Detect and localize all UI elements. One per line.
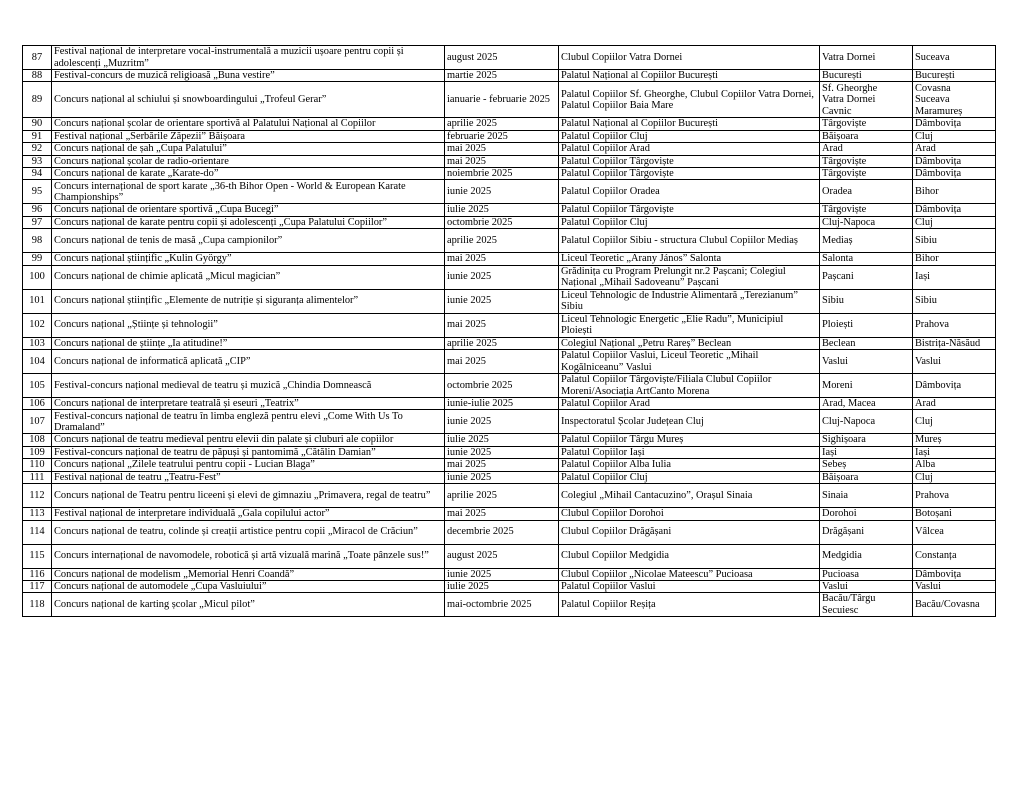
table-row: [23, 204, 996, 216]
organizer: Clubul Copiilor „Nicolae Mateescu” Pucioasa: [559, 568, 820, 580]
location-city: Salonta: [820, 253, 913, 265]
competition-period: aprilie 2025: [445, 229, 559, 253]
location-city: Cluj-Napoca: [820, 410, 913, 434]
location-county: Prahova: [913, 484, 996, 508]
location-county: Dâmbovița: [913, 568, 996, 580]
organizer: Clubul Copiilor Dorohoi: [559, 508, 820, 520]
location-city: Sighișoara: [820, 434, 913, 446]
competition-name: Concurs național de informatică aplicată „CIP”: [52, 350, 445, 374]
competition-period: martie 2025: [445, 70, 559, 82]
organizer: Palatul Copiilor Arad: [559, 398, 820, 410]
competition-period: mai 2025: [445, 508, 559, 520]
table-row: [23, 253, 996, 265]
table-row: [23, 544, 996, 568]
location-city: Sinaia: [820, 484, 913, 508]
row-number: 116: [23, 568, 52, 580]
row-number: 114: [23, 520, 52, 544]
competition-period: mai 2025: [445, 459, 559, 471]
location-city: Pașcani: [820, 265, 913, 289]
row-number: 103: [23, 337, 52, 349]
competition-name: Concurs național științific „Kulin György”: [52, 253, 445, 265]
row-number: 95: [23, 180, 52, 204]
location-city: Iași: [820, 446, 913, 458]
organizer: Palatul Copiilor Târgoviște: [559, 204, 820, 216]
location-city: Beclean: [820, 337, 913, 349]
location-county: Cluj: [913, 410, 996, 434]
location-county: Dâmbovița: [913, 168, 996, 180]
table-row: [23, 593, 996, 617]
organizer: Palatul Copiilor Cluj: [559, 471, 820, 483]
location-county: Cluj: [913, 471, 996, 483]
location-county: Bihor: [913, 180, 996, 204]
competition-name: Concurs național de tenis de masă „Cupa campionilor”: [52, 229, 445, 253]
organizer: Palatul Copiilor Vaslui: [559, 580, 820, 592]
location-county: Prahova: [913, 313, 996, 337]
organizer: Palatul Național al Copiilor București: [559, 118, 820, 130]
location-county: Alba: [913, 459, 996, 471]
location-city: Cluj-Napoca: [820, 216, 913, 228]
location-county: Dâmbovița: [913, 374, 996, 398]
table-row: [23, 313, 996, 337]
row-number: 90: [23, 118, 52, 130]
organizer: Palatul Copiilor Cluj: [559, 216, 820, 228]
table-row: [23, 46, 996, 70]
table-row: [23, 434, 996, 446]
competition-period: mai 2025: [445, 143, 559, 155]
location-county: Constanța: [913, 544, 996, 568]
competition-name: Concurs național de teatru medieval pentru elevii din palate și cluburi ale copiilor: [52, 434, 445, 446]
location-city: Târgoviște: [820, 155, 913, 167]
organizer: Inspectoratul Școlar Județean Cluj: [559, 410, 820, 434]
organizer: Colegiul „Mihail Cantacuzino”, Orașul Sinaia: [559, 484, 820, 508]
location-county: Cluj: [913, 130, 996, 142]
organizer: Palatul Copiilor Târgoviște: [559, 155, 820, 167]
row-number: 112: [23, 484, 52, 508]
competition-name: Concurs național de chimie aplicată „Micul magician”: [52, 265, 445, 289]
table-row: [23, 143, 996, 155]
location-county: Bistrița-Năsăud: [913, 337, 996, 349]
competition-name: Concurs național de karate „Karate-do”: [52, 168, 445, 180]
competition-name: Concurs național de interpretare teatrală și eseuri „Teatrix”: [52, 398, 445, 410]
organizer: Palatul Copiilor Sf. Gheorghe, Clubul Copiilor Vatra Dornei, Palatul Copiilor Baia Mare: [559, 82, 820, 118]
row-number: 105: [23, 374, 52, 398]
competition-period: iunie 2025: [445, 289, 559, 313]
table-row: [23, 155, 996, 167]
table-row: [23, 446, 996, 458]
row-number: 117: [23, 580, 52, 592]
competition-name: Concurs național de modelism „Memorial Henri Coandă”: [52, 568, 445, 580]
row-number: 99: [23, 253, 52, 265]
location-city: Mediaș: [820, 229, 913, 253]
competition-name: Concurs internațional de sport karate „36-th Bihor Open - World & European Karate Championships”: [52, 180, 445, 204]
row-number: 102: [23, 313, 52, 337]
competition-name: Festival național de interpretare vocal-instrumentală a muzicii ușoare pentru copii și adolescenți „Muzritm”: [52, 46, 445, 70]
table-row: [23, 168, 996, 180]
location-city: Vatra Dornei: [820, 46, 913, 70]
location-county: Suceava: [913, 46, 996, 70]
location-county: Arad: [913, 398, 996, 410]
row-number: 97: [23, 216, 52, 228]
row-number: 100: [23, 265, 52, 289]
location-city: Târgoviște: [820, 118, 913, 130]
row-number: 104: [23, 350, 52, 374]
table-row: [23, 180, 996, 204]
row-number: 92: [23, 143, 52, 155]
location-city: Sibiu: [820, 289, 913, 313]
competition-period: mai-octombrie 2025: [445, 593, 559, 617]
competition-period: iunie 2025: [445, 265, 559, 289]
table-row: [23, 484, 996, 508]
table-row: [23, 70, 996, 82]
row-number: 118: [23, 593, 52, 617]
organizer: Liceul Teoretic „Arany János” Salonta: [559, 253, 820, 265]
location-county: Mureș: [913, 434, 996, 446]
competition-name: Concurs național de orientare sportivă „Cupa Bucegi”: [52, 204, 445, 216]
competition-name: Concurs internațional de navomodele, robotică și artă vizuală marină „Toate pânzele sus!”: [52, 544, 445, 568]
table-row: [23, 471, 996, 483]
table-row: [23, 508, 996, 520]
organizer: Palatul Copiilor Târgoviște: [559, 168, 820, 180]
table-row: [23, 568, 996, 580]
organizer: Palatul Copiilor Iași: [559, 446, 820, 458]
location-county: Vâlcea: [913, 520, 996, 544]
row-number: 93: [23, 155, 52, 167]
competitions-table: [22, 45, 996, 617]
competition-period: iulie 2025: [445, 204, 559, 216]
row-number: 88: [23, 70, 52, 82]
organizer: Palatul Copiilor Târgoviște/Filiala Clubul Copiilor Moreni/Asociația ArtCanto Morena: [559, 374, 820, 398]
table-row: [23, 410, 996, 434]
competition-name: Concurs național științific „Elemente de nutriție și siguranța alimentelor”: [52, 289, 445, 313]
organizer: Palatul Copiilor Târgu Mureș: [559, 434, 820, 446]
competition-period: noiembrie 2025: [445, 168, 559, 180]
row-number: 96: [23, 204, 52, 216]
organizer: Palatul Copiilor Cluj: [559, 130, 820, 142]
competition-period: aprilie 2025: [445, 118, 559, 130]
location-city: Drăgășani: [820, 520, 913, 544]
table-row: [23, 82, 996, 118]
competition-name: Festival-concurs național medieval de teatru și muzică „Chindia Domnească: [52, 374, 445, 398]
row-number: 109: [23, 446, 52, 458]
location-county: Bacău/Covasna: [913, 593, 996, 617]
row-number: 101: [23, 289, 52, 313]
competition-name: Concurs național de Teatru pentru liceeni și elevi de gimnaziu „Primavera, regal de teatru”: [52, 484, 445, 508]
location-city: Pucioasa: [820, 568, 913, 580]
location-city: București: [820, 70, 913, 82]
table-row: [23, 289, 996, 313]
row-number: 108: [23, 434, 52, 446]
table-row: [23, 265, 996, 289]
location-city: Sf. Gheorghe Vatra Dornei Cavnic: [820, 82, 913, 118]
location-city: Arad: [820, 143, 913, 155]
organizer: Palatul Copiilor Reșița: [559, 593, 820, 617]
row-number: 87: [23, 46, 52, 70]
competition-period: iunie 2025: [445, 568, 559, 580]
competition-name: Concurs național al schiului și snowboardingului „Trofeul Gerar”: [52, 82, 445, 118]
competition-name: Festival național „Serbările Zăpezii” Băișoara: [52, 130, 445, 142]
competition-period: iulie 2025: [445, 580, 559, 592]
competition-period: ianuarie - februarie 2025: [445, 82, 559, 118]
table-row: [23, 459, 996, 471]
location-city: Ploiești: [820, 313, 913, 337]
location-county: Iași: [913, 446, 996, 458]
competition-period: iulie 2025: [445, 434, 559, 446]
row-number: 98: [23, 229, 52, 253]
competition-period: aprilie 2025: [445, 484, 559, 508]
row-number: 94: [23, 168, 52, 180]
competition-name: Concurs național de științe „Ia atitudine!”: [52, 337, 445, 349]
location-county: Dâmbovița: [913, 204, 996, 216]
competition-period: decembrie 2025: [445, 520, 559, 544]
competition-name: Concurs național de teatru, colinde și creații artistice pentru copii „Miracol de Crăciun”: [52, 520, 445, 544]
location-county: Iași: [913, 265, 996, 289]
row-number: 106: [23, 398, 52, 410]
competition-name: Concurs național de karate pentru copii și adolescenți „Cupa Palatului Copiilor”: [52, 216, 445, 228]
competition-period: februarie 2025: [445, 130, 559, 142]
row-number: 107: [23, 410, 52, 434]
organizer: Colegiul Național „Petru Rareș” Beclean: [559, 337, 820, 349]
table-row: [23, 398, 996, 410]
competition-name: Festival național de interpretare individuală „Gala copilului actor”: [52, 508, 445, 520]
location-county: Sibiu: [913, 289, 996, 313]
competition-name: Concurs național de automodele „Cupa Vasluiului”: [52, 580, 445, 592]
table-row: [23, 520, 996, 544]
row-number: 110: [23, 459, 52, 471]
location-county: Dâmbovița: [913, 118, 996, 130]
competition-period: iunie 2025: [445, 180, 559, 204]
table-row: [23, 580, 996, 592]
location-county: Sibiu: [913, 229, 996, 253]
competition-period: octombrie 2025: [445, 216, 559, 228]
location-city: Vaslui: [820, 580, 913, 592]
location-county: Dâmbovița: [913, 155, 996, 167]
row-number: 111: [23, 471, 52, 483]
location-city: Dorohoi: [820, 508, 913, 520]
location-county: București: [913, 70, 996, 82]
competition-period: iunie 2025: [445, 471, 559, 483]
table-row: [23, 130, 996, 142]
organizer: Palatul Copiilor Sibiu - structura Clubul Copiilor Mediaș: [559, 229, 820, 253]
location-county: Cluj: [913, 216, 996, 228]
location-county: Covasna Suceava Maramureș: [913, 82, 996, 118]
location-city: Băișoara: [820, 130, 913, 142]
location-city: Medgidia: [820, 544, 913, 568]
location-city: Arad, Macea: [820, 398, 913, 410]
location-city: Târgoviște: [820, 168, 913, 180]
competition-period: iunie 2025: [445, 446, 559, 458]
location-city: Vaslui: [820, 350, 913, 374]
organizer: Palatul Copiilor Oradea: [559, 180, 820, 204]
competition-name: Festival-concurs de muzică religioasă „Buna vestire”: [52, 70, 445, 82]
competitions-table-body: [23, 46, 996, 617]
table-row: [23, 337, 996, 349]
location-city: Moreni: [820, 374, 913, 398]
competition-name: Concurs național de șah „Cupa Palatului”: [52, 143, 445, 155]
organizer: Palatul Național al Copiilor București: [559, 70, 820, 82]
organizer: Palatul Copiilor Alba Iulia: [559, 459, 820, 471]
table-row: [23, 216, 996, 228]
row-number: 91: [23, 130, 52, 142]
row-number: 113: [23, 508, 52, 520]
organizer: Clubul Copiilor Medgidia: [559, 544, 820, 568]
competition-period: mai 2025: [445, 350, 559, 374]
competition-name: Concurs național școlar de radio-orientare: [52, 155, 445, 167]
table-row: [23, 350, 996, 374]
organizer: Clubul Copiilor Drăgășani: [559, 520, 820, 544]
location-city: Târgoviște: [820, 204, 913, 216]
location-county: Vaslui: [913, 580, 996, 592]
row-number: 89: [23, 82, 52, 118]
competition-period: mai 2025: [445, 313, 559, 337]
location-city: Sebeș: [820, 459, 913, 471]
competition-name: Concurs național școlar de orientare sportivă al Palatului Național al Copiilor: [52, 118, 445, 130]
competition-name: Festival-concurs național de teatru în limba engleză pentru elevi „Come With Us To Dramaland”: [52, 410, 445, 434]
table-row: [23, 118, 996, 130]
location-city: Băișoara: [820, 471, 913, 483]
location-county: Bihor: [913, 253, 996, 265]
competition-period: iunie-iulie 2025: [445, 398, 559, 410]
location-county: Botoșani: [913, 508, 996, 520]
organizer: Palatul Copiilor Vaslui, Liceul Teoretic „Mihail Kogălniceanu” Vaslui: [559, 350, 820, 374]
document-page: [22, 45, 996, 617]
table-row: [23, 374, 996, 398]
organizer: Palatul Copiilor Arad: [559, 143, 820, 155]
table-row: [23, 229, 996, 253]
organizer: Liceul Tehnologic de Industrie Alimentară „Terezianum” Sibiu: [559, 289, 820, 313]
competition-name: Festival-concurs național de teatru de păpuși și pantomimă „Cătălin Damian”: [52, 446, 445, 458]
competition-period: mai 2025: [445, 253, 559, 265]
row-number: 115: [23, 544, 52, 568]
competition-period: august 2025: [445, 46, 559, 70]
competition-period: iunie 2025: [445, 410, 559, 434]
location-city: Oradea: [820, 180, 913, 204]
competition-period: mai 2025: [445, 155, 559, 167]
location-county: Vaslui: [913, 350, 996, 374]
competition-name: Concurs național de karting școlar „Micul pilot”: [52, 593, 445, 617]
organizer: Grădinița cu Program Prelungit nr.2 Pașcani; Colegiul Național „Mihail Sadoveanu” Pașcani: [559, 265, 820, 289]
location-city: Bacău/Târgu Secuiesc: [820, 593, 913, 617]
organizer: Clubul Copiilor Vatra Dornei: [559, 46, 820, 70]
competition-name: Concurs național „Științe și tehnologii”: [52, 313, 445, 337]
competition-name: Concurs național „Zilele teatrului pentru copii - Lucian Blaga”: [52, 459, 445, 471]
competition-period: octombrie 2025: [445, 374, 559, 398]
competition-period: aprilie 2025: [445, 337, 559, 349]
location-county: Arad: [913, 143, 996, 155]
organizer: Liceul Tehnologic Energetic „Elie Radu”, Municipiul Ploiești: [559, 313, 820, 337]
competition-period: august 2025: [445, 544, 559, 568]
competition-name: Festival național de teatru „Teatru-Fest”: [52, 471, 445, 483]
